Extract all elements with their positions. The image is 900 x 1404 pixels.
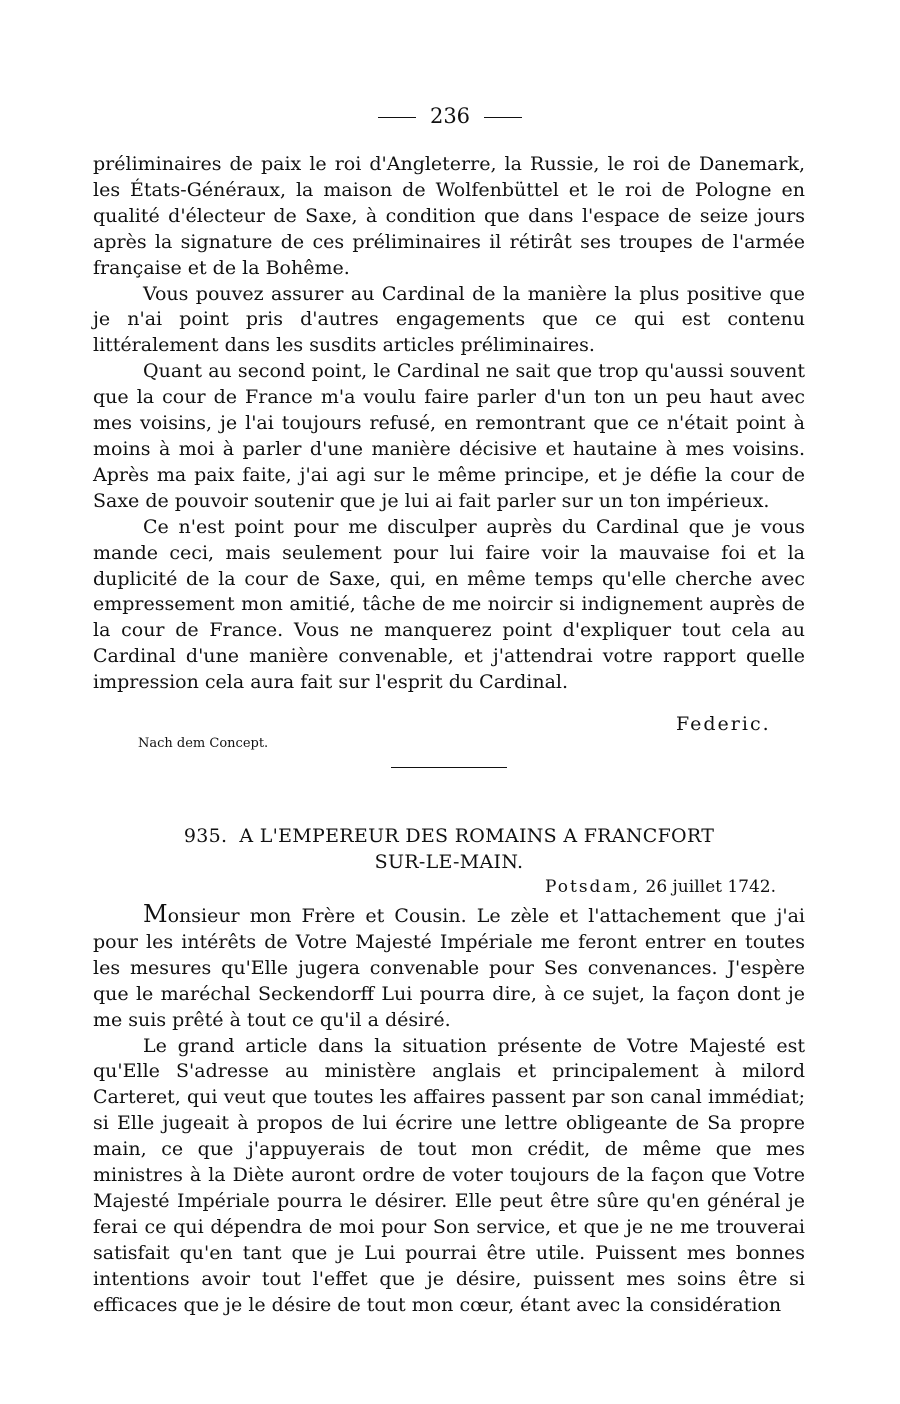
paragraph: Le grand article dans la situation présente de Votre Majesté est qu'Elle S'adresse au ministère anglais et principalement à milord Carteret, qui veut que toutes les affaires passent par son canal immédiat; si Elle jugeait à propos de lui écrire une lettre obligeante de Sa propre main, ce que j'appuyerais de tout mon crédit, de même que mes ministres à la Diète auront ordre de voter toujours de la façon que Votre Majesté Impériale pourra le désirer. Elle peut être sûre qu'en général je ferai ce qui dépendra de moi pour Son service, et que je ne me trouverai satisfait qu'en tant que je Lui pourrai être utile. Puissent mes bonnes intentions avoir tout l'effet que je désire, puissent mes soins être si efficaces que je le désire de tout mon cœur, étant avec la considération xyxy=(93,1034,805,1316)
header-dash-left xyxy=(378,117,416,118)
letter-heading-line-1 xyxy=(93,823,805,849)
page-number: 236 xyxy=(429,104,471,128)
letter-continuation-text xyxy=(93,152,805,696)
letter-heading-line-2: SUR-LE-MAIN. xyxy=(374,851,524,873)
paragraph: Vous pouvez assurer au Cardinal de la manière la plus positive que je n'ai point pris d'autres engagements que ce qui est contenu littéralement dans les susdits articles préliminaires. xyxy=(93,282,805,357)
letter-body-text xyxy=(93,902,805,1319)
source-note: Nach dem Concept. xyxy=(138,736,269,751)
paragraph: préliminaires de paix le roi d'Angleterre, la Russie, le roi de Danemark, les États-Généraux, la maison de Wolfenbüttel et le roi de Pologne en qualité d'électeur de Saxe, à condition que dans l'espace de seize jours après la signature de ces préliminaires il rétirât ses troupes de l'armée française et de la Bohême. xyxy=(93,153,805,279)
signature: Federic. xyxy=(676,713,771,735)
letter-number: 935. xyxy=(183,825,228,847)
header-dash-right xyxy=(484,117,522,118)
paragraph: Quant au second point, le Cardinal ne sait que trop qu'aussi souvent que la cour de France m'a voulu faire parler d'un ton un peu haut avec mes voisins, je l'ai toujours refusé, en remontrant que ce n'était point à moins à moi à parler d'une manière décisive et hautaine à mes voisins. Après ma paix faite, j'ai agi sur le même principe, et je défie la cour de Saxe de pouvoir soutenir que je lui ai fait parler sur un ton impérieux. xyxy=(93,360,805,512)
letter-recipient: A L'EMPEREUR DES ROMAINS A FRANCFORT xyxy=(239,825,715,847)
paragraph: Monsieur mon Frère et Cousin. Le zèle et l'attachement que j'ai pour les intérêts de Votre Majesté Impériale me feront entrer en toutes les mesures qu'Elle jugera convenable pour Ses convenances. J'espère que le maréchal Seckendorff Lui pourra dire, à ce sujet, la façon dont je me suis prêté à tout ce qu'il a désiré. xyxy=(93,900,805,1031)
dateline-date: 26 juillet 1742. xyxy=(645,877,777,897)
page-number-header xyxy=(0,104,900,128)
paragraph: Ce n'est point pour me disculper auprès du Cardinal que je vous mande ceci, mais seulement pour lui faire voir la mauvaise foi et la duplicité de la cour de Saxe, qui, en même temps qu'elle cherche avec empressement mon amitié, tâche de me noircir si indignement auprès de la cour de France. Vous ne manquerez point d'expliquer tout cela au Cardinal d'une manière convenable, et j'attendrai votre rapport quelle impression cela aura fait sur l'esprit du Cardinal. xyxy=(93,515,805,694)
dateline xyxy=(545,876,776,898)
dateline-place: Potsdam, xyxy=(545,877,641,897)
section-divider xyxy=(391,767,507,768)
letter-heading xyxy=(93,823,805,875)
